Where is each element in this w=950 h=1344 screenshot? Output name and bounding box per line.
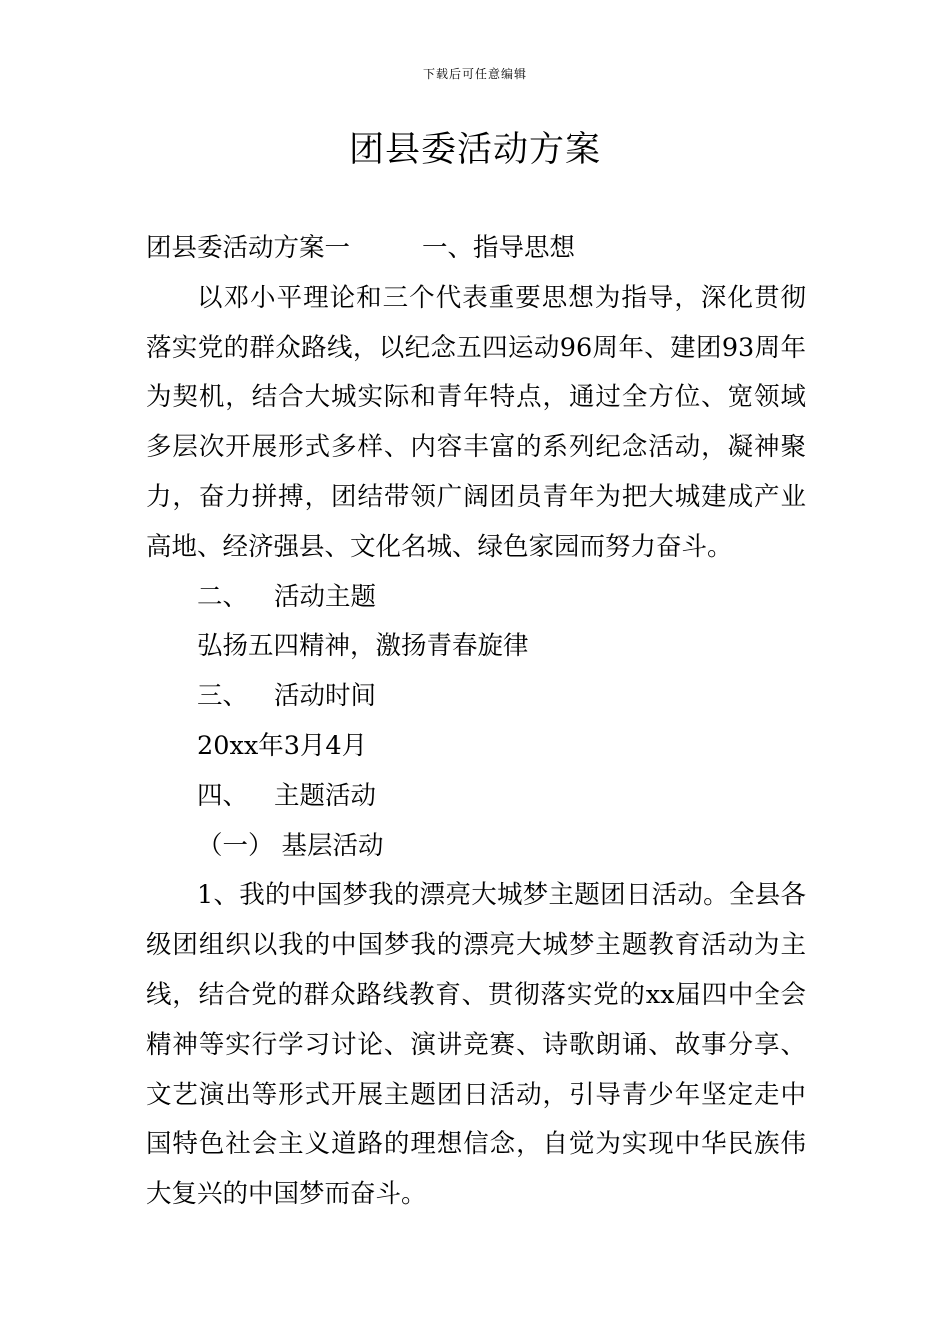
guiding-paragraph: 以邓小平理论和三个代表重要思想为指导，深化贯彻落实党的群众路线，以纪念五四运动96周年、建团93周年为契机，结合大城实际和青年特点，通过全方位、宽领域多层次开展形式多样、内容丰富的系列纪念活动，凝神聚力，奋力拼搏，团结带领广阔团员青年为把大城建成产业高地、经济强县、文化名城、绿色家园而努力奋斗。 — [146, 282, 806, 562]
theme-paragraph: 弘扬五四精神，激扬青春旋律 — [197, 631, 529, 662]
activity-1-paragraph: 1、我的中国梦我的漂亮大城梦主题团日活动。全县各级团组织以我的中国梦我的漂亮大城梦主题教育活动为主线，结合党的群众路线教育、贯彻落实党的xx届四中全会精神等实行学习讨论、演讲竞赛、诗歌朗诵、故事分享、文艺演出等形式开展主题团日活动，引导青少年坚定走中国特色社会主义道路的理想信念，自觉为实现中华民族伟大复兴的中国梦而奋斗。 — [146, 880, 806, 1210]
subsection-heading-grassroots — [146, 822, 806, 872]
header-note: 下载后可任意编辑 — [422, 67, 527, 81]
intro-right: 一、指导思想 — [422, 233, 576, 263]
intro-left: 团县委活动方案一 — [146, 233, 351, 263]
section-label: 主题活动 — [274, 780, 377, 811]
subsection-label: 基层活动 — [281, 830, 384, 861]
subsection-number: （一） — [197, 830, 274, 861]
intro-line — [146, 224, 806, 274]
section-number: 三、 — [197, 681, 249, 712]
document-body — [146, 224, 806, 1220]
section-number: 二、 — [197, 581, 249, 612]
section-heading-theme — [146, 573, 806, 623]
section-heading-time — [146, 672, 806, 722]
section-number: 四、 — [197, 780, 249, 811]
section-label: 活动主题 — [274, 581, 377, 612]
section-heading-activities — [146, 772, 806, 822]
time-paragraph: 20xx年3月4月 — [197, 730, 368, 761]
section-label: 活动时间 — [274, 681, 377, 712]
document-title: 团县委活动方案 — [348, 130, 601, 170]
